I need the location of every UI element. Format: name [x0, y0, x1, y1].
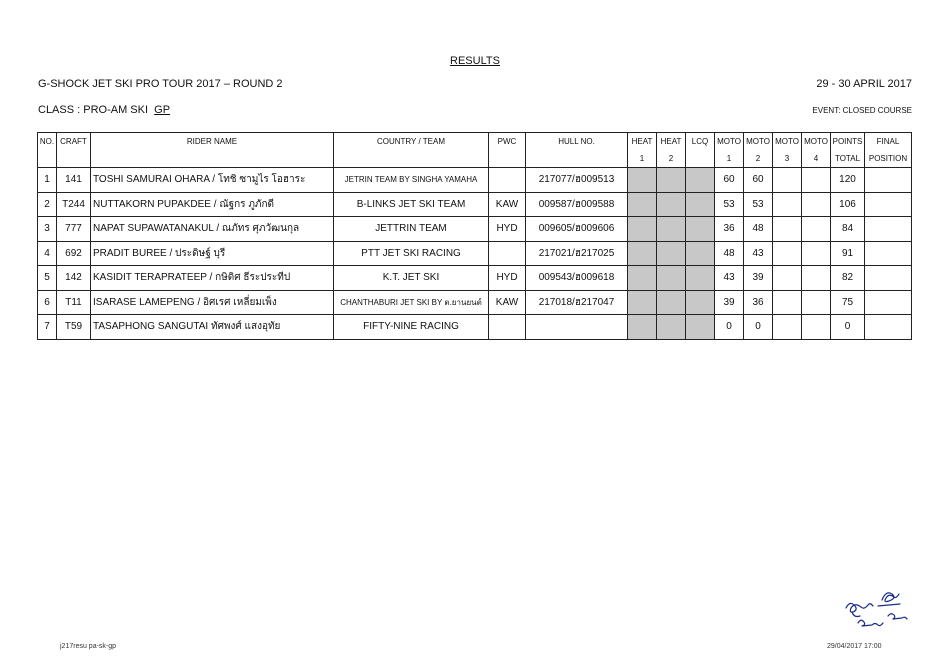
cell-moto-1: 60 — [715, 168, 744, 193]
cell-team: PTT JET SKI RACING — [334, 241, 489, 266]
cell-total: 0 — [831, 315, 865, 340]
cell-moto-1: 53 — [715, 192, 744, 217]
cell-rider: PRADIT BUREE / ประดิษฐ์ บุรี — [91, 241, 334, 266]
class-line — [38, 104, 170, 116]
table-row — [38, 241, 912, 266]
cell-moto-3 — [773, 168, 802, 193]
cell-lcq — [686, 266, 715, 291]
cell-craft: T244 — [57, 192, 91, 217]
cell-total: 84 — [831, 217, 865, 242]
cell-moto-1: 48 — [715, 241, 744, 266]
cell-moto-2: 53 — [744, 192, 773, 217]
cell-lcq — [686, 168, 715, 193]
cell-moto-2: 39 — [744, 266, 773, 291]
col-heat-2-num: 2 — [657, 150, 686, 168]
col-moto-4: MOTO — [802, 133, 831, 151]
cell-pwc: KAW — [489, 290, 526, 315]
cell-heat-2 — [657, 168, 686, 193]
cell-total: 82 — [831, 266, 865, 291]
col-hull-sub — [526, 150, 628, 168]
col-final-position: POSITION — [865, 150, 912, 168]
col-team-sub — [334, 150, 489, 168]
cell-hull: 217021/ฮ217025 — [526, 241, 628, 266]
cell-lcq — [686, 290, 715, 315]
cell-heat-1 — [628, 290, 657, 315]
col-lcq-sub — [686, 150, 715, 168]
cell-heat-2 — [657, 217, 686, 242]
cell-moto-2: 43 — [744, 241, 773, 266]
print-timestamp: 29/04/2017 17:00 — [827, 643, 882, 650]
cell-rider: NAPAT SUPAWATANAKUL / ณภัทร ศุภวัฒนกุล — [91, 217, 334, 242]
cell-heat-1 — [628, 192, 657, 217]
cell-lcq — [686, 192, 715, 217]
cell-heat-1 — [628, 315, 657, 340]
cell-craft: 777 — [57, 217, 91, 242]
cell-pwc — [489, 315, 526, 340]
cell-craft: T59 — [57, 315, 91, 340]
col-pwc-sub — [489, 150, 526, 168]
cell-craft: 692 — [57, 241, 91, 266]
cell-team: FIFTY-NINE RACING — [334, 315, 489, 340]
cell-moto-3 — [773, 266, 802, 291]
cell-hull: 009587/ฮ009588 — [526, 192, 628, 217]
event-name: G-SHOCK JET SKI PRO TOUR 2017 – ROUND 2 — [38, 78, 283, 90]
cell-moto-4 — [802, 168, 831, 193]
col-moto-2-num: 2 — [744, 150, 773, 168]
col-moto-4-num: 4 — [802, 150, 831, 168]
cell-heat-1 — [628, 168, 657, 193]
cell-lcq — [686, 241, 715, 266]
class-label: CLASS : PRO-AM SKI — [38, 104, 149, 116]
cell-pwc: HYD — [489, 217, 526, 242]
cell-rider: ISARASE LAMEPENG / อิศเรศ เหลี่ยมเพ็ง — [91, 290, 334, 315]
col-moto-1-num: 1 — [715, 150, 744, 168]
cell-heat-1 — [628, 266, 657, 291]
cell-lcq — [686, 217, 715, 242]
cell-pwc — [489, 241, 526, 266]
cell-moto-1: 0 — [715, 315, 744, 340]
cell-moto-2: 0 — [744, 315, 773, 340]
col-no: NO. — [38, 133, 57, 151]
cell-team: JETTRIN TEAM — [334, 217, 489, 242]
event-type: EVENT: CLOSED COURSE — [812, 106, 912, 115]
col-points-total: TOTAL — [831, 150, 865, 168]
cell-craft: 142 — [57, 266, 91, 291]
cell-moto-1: 43 — [715, 266, 744, 291]
col-moto-3-num: 3 — [773, 150, 802, 168]
col-heat-1-num: 1 — [628, 150, 657, 168]
table-row — [38, 217, 912, 242]
signature-scribble — [838, 578, 913, 633]
cell-pwc: HYD — [489, 266, 526, 291]
cell-moto-2: 48 — [744, 217, 773, 242]
cell-total: 75 — [831, 290, 865, 315]
cell-hull — [526, 315, 628, 340]
col-moto-2: MOTO — [744, 133, 773, 151]
cell-moto-3 — [773, 290, 802, 315]
cell-team: CHANTHABURI JET SKI BY ต.ยานยนต์ — [334, 290, 489, 315]
results-table — [37, 132, 912, 340]
cell-no: 4 — [38, 241, 57, 266]
cell-moto-1: 36 — [715, 217, 744, 242]
cell-hull: 217077/ฮ009513 — [526, 168, 628, 193]
cell-position — [865, 315, 912, 340]
cell-moto-4 — [802, 241, 831, 266]
cell-rider: TOSHI SAMURAI OHARA / โทชิ ซามูไร โอฮาระ — [91, 168, 334, 193]
header-row-1 — [38, 133, 912, 151]
col-heat-2: HEAT — [657, 133, 686, 151]
col-craft: CRAFT — [57, 133, 91, 151]
cell-lcq — [686, 315, 715, 340]
col-heat-1: HEAT — [628, 133, 657, 151]
cell-moto-3 — [773, 315, 802, 340]
cell-position — [865, 217, 912, 242]
col-final: FINAL — [865, 133, 912, 151]
cell-craft: T11 — [57, 290, 91, 315]
cell-no: 2 — [38, 192, 57, 217]
cell-position — [865, 266, 912, 291]
cell-no: 3 — [38, 217, 57, 242]
col-team: COUNTRY / TEAM — [334, 133, 489, 151]
cell-total: 91 — [831, 241, 865, 266]
header-row-2 — [38, 150, 912, 168]
cell-no: 6 — [38, 290, 57, 315]
cell-moto-4 — [802, 217, 831, 242]
cell-team: B-LINKS JET SKI TEAM — [334, 192, 489, 217]
cell-heat-2 — [657, 266, 686, 291]
cell-heat-2 — [657, 241, 686, 266]
cell-pwc — [489, 168, 526, 193]
cell-no: 5 — [38, 266, 57, 291]
cell-moto-4 — [802, 315, 831, 340]
cell-rider: TASAPHONG SANGUTAI ทัศพงศ์ แสงอุทัย — [91, 315, 334, 340]
col-hull: HULL NO. — [526, 133, 628, 151]
col-pwc: PWC — [489, 133, 526, 151]
cell-moto-2: 60 — [744, 168, 773, 193]
cell-hull: 009543/ฮ009618 — [526, 266, 628, 291]
table-row — [38, 290, 912, 315]
cell-heat-1 — [628, 241, 657, 266]
col-points: POINTS — [831, 133, 865, 151]
col-moto-3: MOTO — [773, 133, 802, 151]
cell-no: 1 — [38, 168, 57, 193]
cell-moto-1: 39 — [715, 290, 744, 315]
cell-team: JETRIN TEAM BY SINGHA YAMAHA — [334, 168, 489, 193]
cell-no: 7 — [38, 315, 57, 340]
cell-total: 120 — [831, 168, 865, 193]
table-row — [38, 266, 912, 291]
file-code: j217resu pa-sk-gp — [60, 643, 117, 650]
cell-heat-2 — [657, 192, 686, 217]
col-craft-sub — [57, 150, 91, 168]
cell-rider: NUTTAKORN PUPAKDEE / ณัฐกร ภูภักดี — [91, 192, 334, 217]
cell-rider: KASIDIT TERAPRATEEP / กษิดิศ ธีระประทีป — [91, 266, 334, 291]
cell-position — [865, 241, 912, 266]
cell-moto-4 — [802, 290, 831, 315]
cell-hull: 217018/ฮ217047 — [526, 290, 628, 315]
cell-position — [865, 192, 912, 217]
cell-heat-1 — [628, 217, 657, 242]
cell-craft: 141 — [57, 168, 91, 193]
cell-total: 106 — [831, 192, 865, 217]
cell-moto-2: 36 — [744, 290, 773, 315]
cell-heat-2 — [657, 290, 686, 315]
page-title: RESULTS — [450, 55, 500, 67]
class-code: GP — [154, 104, 171, 116]
col-rider-sub — [91, 150, 334, 168]
cell-team: K.T. JET SKI — [334, 266, 489, 291]
cell-moto-3 — [773, 217, 802, 242]
event-dates: 29 - 30 APRIL 2017 — [816, 78, 912, 90]
table-row — [38, 192, 912, 217]
cell-hull: 009605/ฮ009606 — [526, 217, 628, 242]
col-rider: RIDER NAME — [91, 133, 334, 151]
table-row — [38, 168, 912, 193]
cell-position — [865, 290, 912, 315]
col-lcq: LCQ — [686, 133, 715, 151]
cell-position — [865, 168, 912, 193]
cell-moto-3 — [773, 241, 802, 266]
cell-moto-3 — [773, 192, 802, 217]
col-moto-1: MOTO — [715, 133, 744, 151]
cell-heat-2 — [657, 315, 686, 340]
cell-moto-4 — [802, 266, 831, 291]
col-no-sub — [38, 150, 57, 168]
cell-pwc: KAW — [489, 192, 526, 217]
table-row — [38, 315, 912, 340]
cell-moto-4 — [802, 192, 831, 217]
